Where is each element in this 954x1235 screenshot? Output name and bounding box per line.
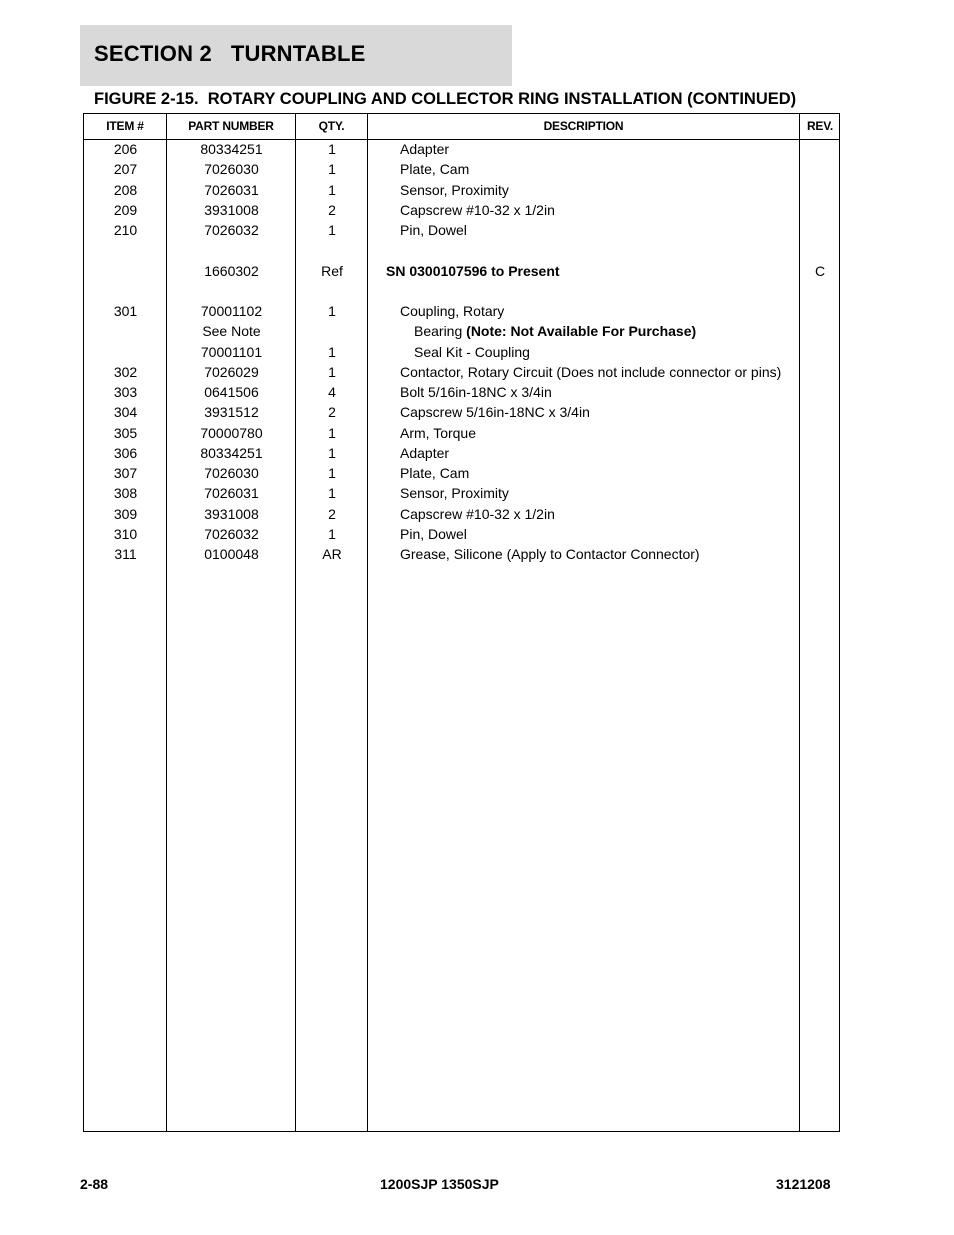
part-number: 80334251: [200, 141, 263, 157]
description-text: Coupling, Rotary: [400, 303, 505, 319]
quantity: 4: [328, 384, 336, 400]
part-number: 0641506: [204, 384, 259, 400]
figure-title: FIGURE 2-15. ROTARY COUPLING AND COLLECTOR RING INSTALLATION (CONTINUED): [94, 90, 797, 108]
description: [368, 524, 800, 544]
item-number: 303: [113, 384, 138, 400]
item-number: 210: [113, 222, 138, 238]
quantity: 1: [328, 444, 336, 461]
part-number: 7026032: [204, 222, 259, 238]
description: [368, 504, 800, 524]
description-text: Plate, Cam: [400, 161, 470, 178]
quantity: 1: [328, 525, 336, 542]
table-row: [84, 402, 839, 422]
table-row: [84, 382, 839, 402]
footer-doc-number: 3121208: [776, 1176, 831, 1192]
description-text: Sensor, Proximity: [400, 485, 509, 502]
item-number: [84, 321, 167, 341]
item-number: 306: [113, 444, 138, 461]
quantity: 1: [328, 222, 336, 238]
description-emphasis: (Note: Not Available For Purchase): [466, 323, 697, 340]
description: [368, 139, 800, 159]
description: [368, 463, 800, 483]
description-text: Contactor, Rotary Circuit (Does not include connector or pins): [400, 363, 782, 380]
description-text: Bolt 5/16in-18NC x 3/4in: [400, 384, 552, 400]
item-number: 307: [113, 465, 138, 481]
description: [368, 220, 800, 240]
part-number: 7026030: [204, 465, 259, 481]
part-number: 3931008: [204, 201, 259, 218]
description: [368, 321, 800, 341]
description-text: Arm, Torque: [400, 424, 476, 441]
item-number: [84, 261, 167, 281]
quantity: 1: [328, 181, 336, 198]
part-number: 70001102: [200, 303, 263, 319]
table-row: [84, 524, 839, 544]
quantity: Ref: [321, 262, 343, 279]
table-row: [84, 463, 839, 483]
description: [368, 362, 800, 382]
quantity: [296, 321, 368, 341]
table-row: [84, 443, 839, 463]
description-emphasis: SN 0300107596 to Present: [386, 262, 560, 279]
table-row: [84, 483, 839, 503]
item-number: 310: [113, 525, 138, 542]
item-number: 309: [113, 505, 138, 522]
part-number: 0100048: [204, 546, 259, 562]
table-row: [84, 220, 839, 240]
description-text: Sensor, Proximity: [400, 181, 509, 198]
description-text: Adapter: [400, 444, 450, 461]
part-number: 70001101: [200, 343, 263, 360]
table-row: [84, 180, 839, 200]
description-text: Capscrew 5/16in-18NC x 3/4in: [400, 404, 590, 421]
description-text: Grease, Silicone (Apply to Contactor Connector): [400, 546, 700, 562]
revision: C: [814, 262, 826, 279]
part-number: See Note: [202, 323, 261, 340]
table-row: [84, 321, 839, 341]
section-header: [80, 25, 512, 86]
part-number: 3931512: [204, 404, 259, 421]
description-text: Capscrew #10-32 x 1/2in: [400, 505, 555, 522]
item-number: 208: [113, 181, 138, 198]
header-description: DESCRIPTION: [543, 119, 624, 133]
quantity: 1: [328, 141, 336, 157]
description: [368, 402, 800, 422]
description: [368, 159, 800, 179]
quantity: 1: [328, 485, 336, 502]
description-text: Bearing: [414, 323, 467, 340]
header-item: ITEM #: [106, 119, 144, 133]
table-row: [84, 342, 839, 362]
table-row: [84, 504, 839, 524]
table-row: [84, 200, 839, 220]
quantity: AR: [322, 546, 342, 562]
description: [368, 301, 800, 321]
item-number: 209: [113, 201, 138, 218]
description-text: Capscrew #10-32 x 1/2in: [400, 201, 555, 218]
part-number: 7026029: [204, 363, 259, 380]
description: [368, 342, 800, 362]
item-number: 207: [113, 161, 138, 178]
item-number: 206: [113, 141, 138, 157]
description-text: Pin, Dowel: [400, 525, 467, 542]
quantity: 2: [328, 201, 336, 218]
description: [368, 423, 800, 443]
part-number: 1660302: [204, 262, 259, 279]
part-number: 3931008: [204, 505, 259, 522]
quantity: 1: [328, 363, 336, 380]
quantity: 2: [328, 404, 336, 421]
description-text: Plate, Cam: [400, 465, 470, 481]
part-number: 7026030: [204, 161, 259, 178]
parts-table: [83, 113, 840, 1132]
table-row: [84, 423, 839, 443]
description: [368, 200, 800, 220]
description: [368, 382, 800, 402]
part-number: 7026031: [204, 485, 259, 502]
item-number: 305: [113, 424, 138, 441]
description-text: Pin, Dowel: [400, 222, 467, 238]
footer-page-number: 2-88: [80, 1176, 109, 1192]
description: [368, 443, 800, 463]
quantity: 1: [328, 161, 336, 178]
table-row: [84, 159, 839, 179]
table-row: [84, 261, 839, 281]
quantity: 1: [328, 424, 336, 441]
part-number: 7026032: [204, 525, 259, 542]
description: [368, 180, 800, 200]
description: [368, 483, 800, 503]
header-rev: REV.: [806, 119, 834, 133]
header-part-number: PART NUMBER: [188, 119, 274, 133]
description: [368, 544, 800, 564]
part-number: 70000780: [200, 424, 263, 441]
item-number: 302: [113, 363, 138, 380]
description-text: Seal Kit - Coupling: [414, 343, 530, 360]
quantity: 1: [328, 465, 336, 481]
footer-model: 1200SJP 1350SJP: [380, 1176, 499, 1192]
quantity: 2: [328, 505, 336, 522]
table-row: [84, 362, 839, 382]
table-row: [84, 544, 839, 564]
item-number: 311: [114, 546, 137, 562]
description: [368, 261, 800, 281]
item-number: 304: [113, 404, 138, 421]
part-number: 80334251: [200, 444, 263, 461]
quantity: 1: [328, 303, 336, 319]
section-title: SECTION 2 TURNTABLE: [94, 41, 366, 66]
item-number: 308: [113, 485, 138, 502]
quantity: 1: [328, 343, 336, 360]
header-qty: QTY.: [318, 119, 345, 133]
part-number: 7026031: [204, 181, 259, 198]
table-row: [84, 301, 839, 321]
table-row: [84, 139, 839, 159]
description-text: Adapter: [400, 141, 450, 157]
item-number: [84, 342, 167, 362]
item-number: 301: [113, 303, 138, 319]
